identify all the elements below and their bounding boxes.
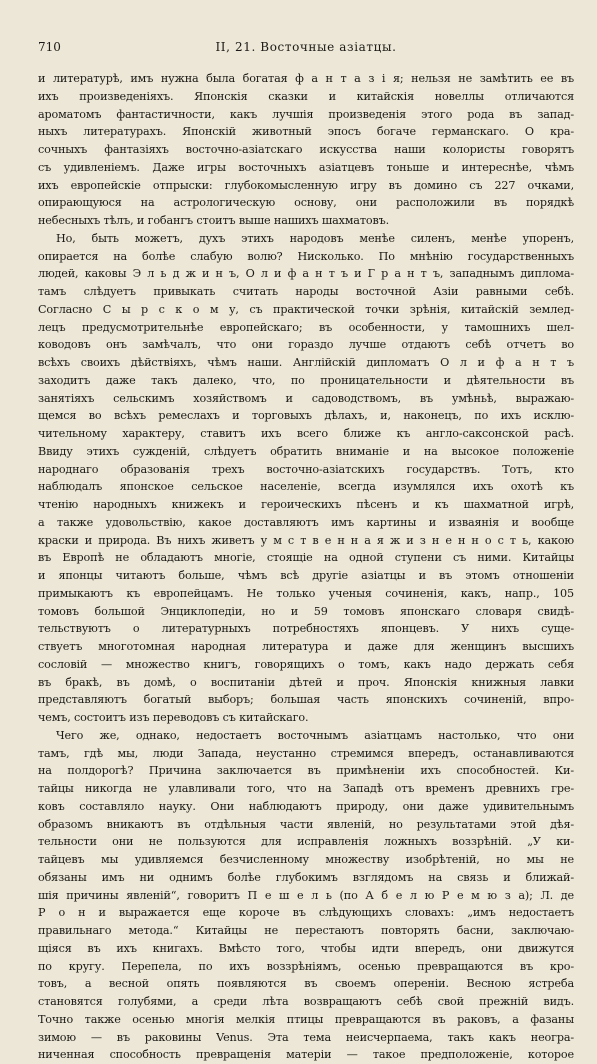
- text-line: опирающуюся на астрологическую основу, они расположили въ порядкѣ: [38, 196, 574, 210]
- text-line: заходитъ даже такъ далеко, что, по проницательности и дѣятельности въ: [38, 373, 574, 387]
- text-line: представляютъ богатый выборъ; большая часть японскихъ сочиненій, впро-: [38, 693, 574, 707]
- text-line: Р о н и выражается еще короче въ слѣдующихъ словахъ: „имъ недостаетъ: [38, 906, 574, 920]
- text-line: чительному характеру, ставитъ ихъ всего ближе къ англо-саксонской расѣ.: [38, 427, 574, 440]
- text-line: ководовъ онъ замѣчалъ, что они гораздо лучше отдаютъ себѣ отчетъ во: [38, 338, 574, 352]
- text-line: чемъ, состоитъ изъ переводовъ съ китайскаго.: [38, 711, 309, 724]
- text-line: щемся во всѣхъ ремеслахъ и торговыхъ дѣлахъ, и, наконецъ, по ихъ исклю-: [38, 409, 574, 423]
- text-line: Чего же, однако, недостаетъ восточнымъ азіатцамъ настолько, что они: [56, 728, 574, 742]
- text-line: по кругу. Перепела, по ихъ воззрѣніямъ, осенью превращаются въ кро-: [38, 959, 574, 973]
- running-head: II, 21. Восточные азіатцы.: [215, 40, 397, 54]
- text-line: правильнаго метода.“ Китайцы не перестаютъ повторять басни, заключаю-: [38, 924, 574, 937]
- text-line: щіяся въ ихъ книгахъ. Вмѣсто того, чтобы идти впередъ, они движутся: [38, 941, 574, 955]
- text-line: сословій — множество книгъ, говорящихъ о томъ, какъ надо держать себя: [38, 657, 574, 671]
- text-line: людей, каковы Э л ь д ж и н ъ, О л и ф а н т ъ и Г р а н т ъ, западнымъ дипломa-: [38, 267, 574, 281]
- text-line: краски и природа. Въ нихъ живетъ у м с т в е н н а я ж и з н е н н о с т ь, какою: [38, 533, 574, 547]
- text-line: народнаго образованія трехъ восточно-азіатскихъ государствъ. Тотъ, кто: [38, 462, 574, 476]
- text-line: небесныхъ тѣлъ, и гобангъ стоитъ выше нашихъ шахматовъ.: [38, 214, 389, 227]
- text-line: ствуетъ многотомная народная литература и даже для женщинъ высшихъ: [38, 640, 574, 653]
- text-line: примыкаютъ къ европейцамъ. Не только ученыя сочиненія, какъ, напр., 105: [38, 586, 574, 600]
- text-line: а также удовольствію, какое доставляютъ имъ картины и изваянія и вообще: [38, 515, 574, 529]
- text-line: ниченная способность превращенія матеріи — такое предположеніе, которое: [38, 1048, 574, 1062]
- body-text: [38, 70, 574, 1064]
- text-line: образомъ вникаютъ въ отдѣльныя части явленій, но результатами этой дѣя-: [38, 817, 574, 831]
- text-line: становятся голубями, а среди лѣта возвращаютъ себѣ свой прежній видъ.: [38, 995, 574, 1008]
- text-line: томовъ большой Энциклопедіи, но и 59 томовъ японскаго словаря свидѣ-: [38, 604, 574, 618]
- text-line: Ввиду этихъ сужденій, слѣдуетъ обратить вниманіе и на высокое положеніе: [38, 444, 574, 458]
- text-line: тамъ, гдѣ мы, люди Запада, неустанно стремимся впередъ, останавливаются: [38, 746, 574, 760]
- text-line: наблюдалъ японское сельское населеніе, всегда изумлялся ихъ охотѣ къ: [38, 480, 574, 494]
- text-line: съ удивленіемъ. Даже игры восточныхъ азіатцевъ тоньше и интереснѣе, чѣмъ: [38, 160, 574, 174]
- page-number: 710: [38, 40, 61, 54]
- text-line: въ бракѣ, въ домѣ, о воспитаніи дѣтей и проч. Японскія книжныя лавки: [38, 675, 574, 689]
- text-line: ароматомъ фантастичности, какъ лучшія произведенія этого рода въ запад-: [38, 107, 574, 121]
- text-line: тельствуютъ о литературныхъ потребностяхъ японцевъ. У нихъ суще-: [38, 622, 574, 636]
- text-line: сочныхъ фантазіяхъ восточно-азіатскаго искусства наши колористы говорятъ: [38, 143, 574, 156]
- text-line: Но, быть можетъ, духъ этихъ народовъ менѣе силенъ, менѣе упоренъ,: [56, 231, 574, 245]
- text-line: въ Европѣ не обладаютъ многіе, стоящіе на одной ступени съ ними. Китайцы: [38, 551, 574, 565]
- text-line: Согласно С ы р с к о м у, съ практической точки зрѣнія, китайскій землед-: [38, 302, 574, 316]
- text-line: на полдорогѣ? Причина заключается въ примѣненіи ихъ способностей. Ки-: [38, 764, 574, 778]
- text-line: тельности они не пользуются для исправленія ложныхъ воззрѣній. „У ки-: [38, 835, 574, 849]
- text-line: тайцевъ мы удивляемся безчисленному множеству изобрѣтеній, но мы не: [38, 853, 574, 866]
- text-line: ныхъ литературахъ. Японскій животный эпосъ богаче германскаго. О кра-: [38, 125, 574, 139]
- text-line: товъ, а весной опять появляются въ своемъ опереніи. Весною ястреба: [38, 977, 574, 991]
- text-line: занятіяхъ сельскимъ хозяйствомъ и садоводствомъ, въ умѣньѣ, выражаю-: [38, 391, 574, 405]
- text-line: опирается на болѣе слабую волю? Нисколько. По мнѣнію государственныхъ: [38, 249, 574, 263]
- text-line: ковъ составляло науку. Они наблюдаютъ природу, они даже удивительнымъ: [38, 799, 574, 813]
- text-line: зимою — въ раковины Venus. Эта тема неисчерпаема, такъ какъ неогра-: [38, 1030, 574, 1044]
- text-line: обязаны имъ ни однимъ болѣе глубокимъ взглядомъ на связь и ближай-: [38, 870, 574, 884]
- text-line: лецъ предусмотрительнѣе европейскаго; въ особенности, у тамошнихъ шел-: [38, 320, 574, 334]
- text-line: Точно также осенью многія мелкія птицы превращаются въ раковъ, а фазаны: [38, 1012, 574, 1026]
- text-line: ихъ произведеніяхъ. Японскія сказки и китайскія новеллы отличаются: [38, 89, 574, 103]
- text-line: ихъ европейскіе отпрыски: глубокомысленную игру въ домино съ 227 очками,: [38, 178, 574, 192]
- text-line: всѣхъ своихъ дѣйствіяхъ, чѣмъ наши. Англійскій дипломатъ О л и ф а н т ъ: [38, 356, 574, 369]
- text-line: и литературѣ, имъ нужна была богатая ф а н т а з і я; нельзя не замѣтить ее въ: [38, 72, 574, 85]
- text-line: тамъ слѣдуетъ привыкать считать народы восточной Азіи равными себѣ.: [38, 285, 574, 298]
- text-line: чтенію народныхъ книжекъ и героическихъ пѣсенъ и къ шахматной игрѣ,: [38, 498, 574, 511]
- page-header: [38, 38, 574, 56]
- text-line: шія причины явленій“, говоритъ П е ш е л ь (по А б е л ю Р е м ю з а); Л. де: [38, 888, 574, 902]
- text-line: и японцы читаютъ больше, чѣмъ всѣ другіе азіатцы и въ этомъ отношеніи: [38, 569, 574, 582]
- text-line: тайцы никогда не улавливали того, что на Западѣ отъ временъ древнихъ гре-: [38, 782, 574, 795]
